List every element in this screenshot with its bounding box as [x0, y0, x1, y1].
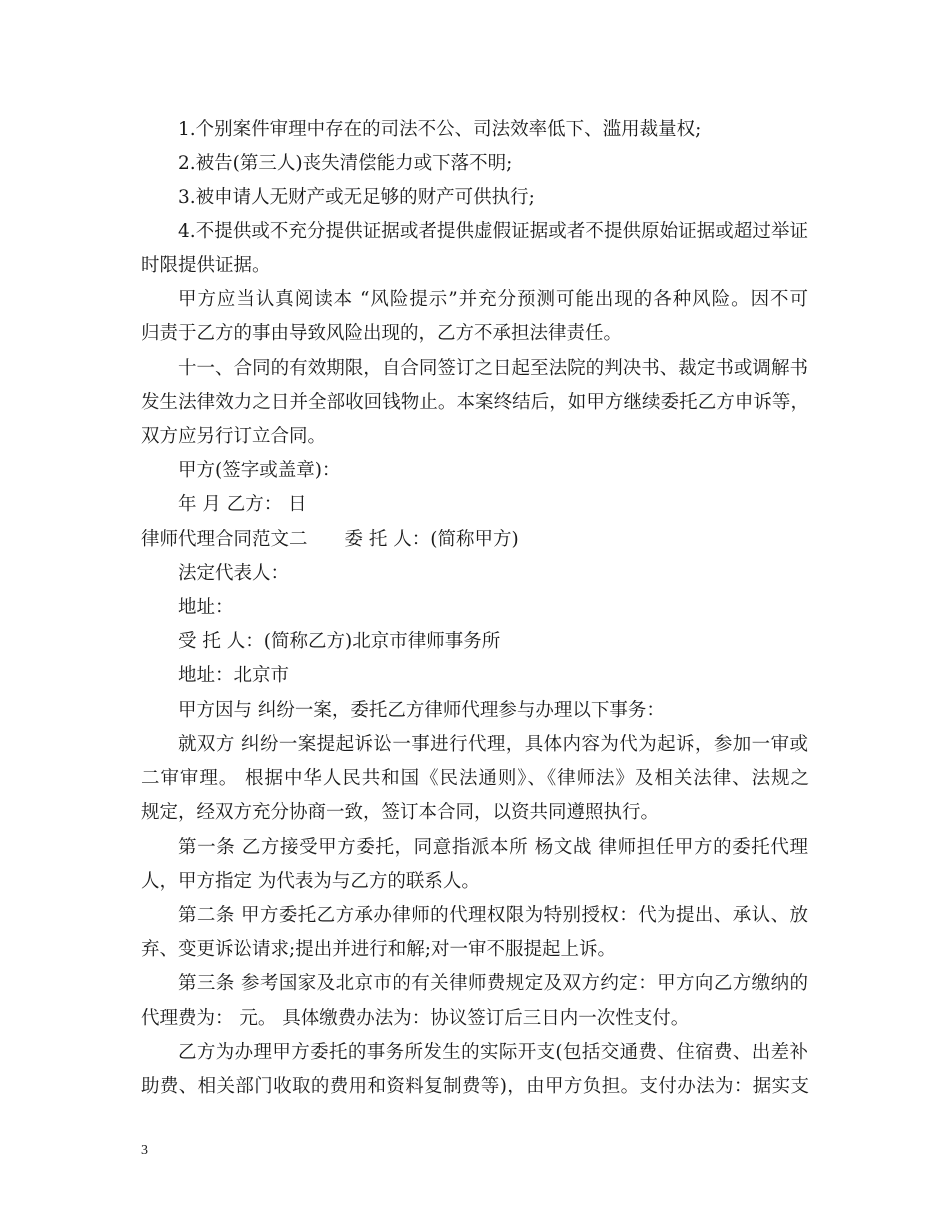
text-line: 律师代理合同范文二 委 托 人：(简称甲方)	[141, 529, 519, 550]
text-line: 年 月 乙方： 日	[178, 494, 307, 515]
text-line: 就双方 纠纷一案提起诉讼一事进行代理，具体内容为代为起诉，参加一审或	[178, 734, 808, 755]
text-line: 地址：北京市	[178, 665, 290, 686]
text-line: 第二条 甲方委托乙方承办律师的代理权限为特别授权：代为提出、承认、放	[178, 905, 808, 926]
text-line: 乙方为办理甲方委托的事务所发生的实际开支(包括交通费、住宿费、出差补	[178, 1042, 808, 1063]
page-number: 3	[141, 1143, 148, 1158]
text-line: 十一、合同的有效期限，自合同签订之日起至法院的判决书、裁定书或调解书	[178, 358, 808, 379]
text-line: 双方应另行订立合同。	[141, 426, 327, 447]
text-line: 甲方应当认真阅读本 “风险提示”并充分预测可能出现的各种风险。因不可	[178, 289, 808, 310]
text-line: 1.个别案件审理中存在的司法不公、司法效率低下、滥用裁量权;	[178, 119, 702, 140]
text-line: 法定代表人：	[178, 563, 290, 584]
text-line: 助费、相关部门收取的费用和资料复制费等)，由甲方负担。支付办法为：据实支	[141, 1076, 809, 1097]
text-line: 第三条 参考国家及北京市的有关律师费规定及双方约定：甲方向乙方缴纳的	[178, 973, 808, 994]
text-line: 4.不提供或不充分提供证据或者提供虚假证据或者不提供原始证据或超过举证	[178, 221, 808, 242]
text-line: 第一条 乙方接受甲方委托，同意指派本所 杨文战 律师担任甲方的委托代理	[178, 837, 808, 858]
text-line: 弃、变更诉讼请求;提出并进行和解;对一审不服提起上诉。	[141, 939, 616, 960]
text-line: 受 托 人：(简称乙方)北京市律师事务所	[178, 631, 501, 652]
text-line: 2.被告(第三人)丧失清偿能力或下落不明;	[178, 153, 513, 174]
text-line: 规定，经双方充分协商一致，签订本合同，以资共同遵照执行。	[141, 802, 660, 823]
text-line: 发生法律效力之日并全部收回钱物止。本案终结后，如甲方继续委托乙方申诉等，	[141, 392, 809, 413]
text-line: 时限提供证据。	[141, 255, 271, 276]
text-line: 3.被申请人无财产或无足够的财产可供执行;	[178, 187, 535, 208]
text-line: 甲方因与 纠纷一案，委托乙方律师代理参与办理以下事务：	[178, 700, 665, 721]
text-line: 二审审理。 根据中华人民共和国《民法通则》、《律师法》及相关法律、法规之	[141, 768, 809, 789]
text-line: 归责于乙方的事由导致风险出现的，乙方不承担法律责任。	[141, 323, 623, 344]
text-line: 人，甲方指定 为代表为与乙方的联系人。	[141, 871, 480, 892]
text-line: 代理费为： 元。 具体缴费办法为：协议签订后三日内一次性支付。	[141, 1008, 690, 1029]
text-line: 地址：	[178, 597, 234, 618]
text-line: 甲方(签字或盖章)：	[178, 460, 341, 481]
